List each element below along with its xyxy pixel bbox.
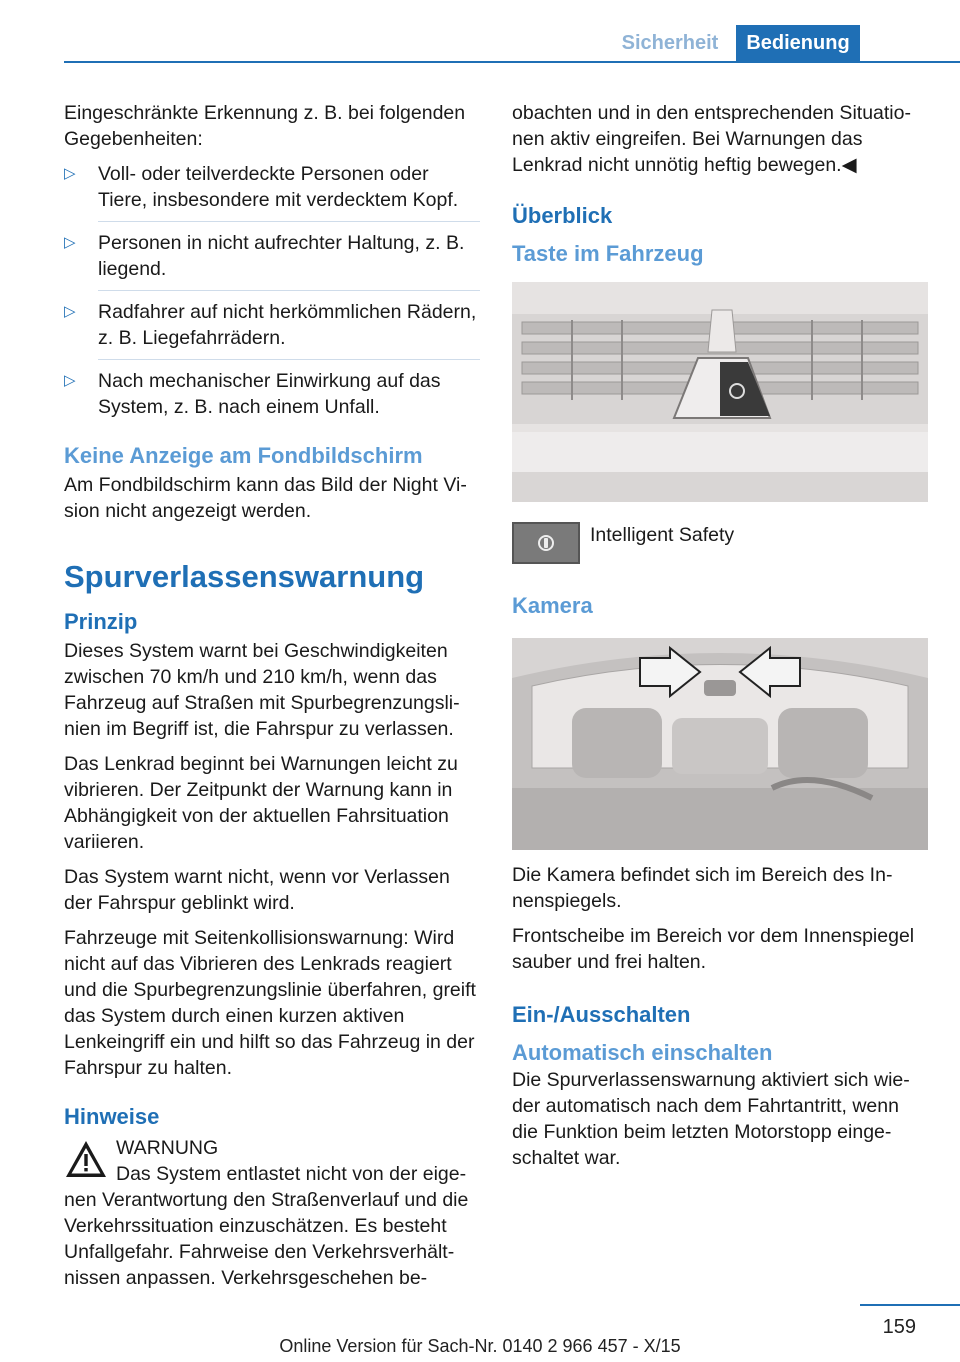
- list-item: [64, 230, 480, 282]
- button-caption: Intelligent Safety: [590, 524, 735, 546]
- warning-label: WARNUNG: [116, 1137, 219, 1159]
- divider: [98, 290, 480, 291]
- list-item: [64, 368, 480, 420]
- section-title: Spurverlassenswarnung: [64, 559, 425, 594]
- warning-text: Das System entlastet nicht von der eigenen Verantwortung den Straßenverlauf und die Verkehrssituation einzuschätzen. Es besteht Unfallgefahr. Fahrweise den Verkehrsverhältnissen anpassen. Verkehrsgeschehen be-: [64, 1163, 469, 1289]
- button-caption-row: [512, 522, 928, 564]
- left-column: [64, 100, 480, 1291]
- principle-paragraph-3: Das System warnt nicht, wenn vor Verlassen der Fahrspur geblinkt wird.: [64, 866, 450, 914]
- heading-notes: Hinweise: [64, 1104, 160, 1129]
- list-item-text: Voll- oder teilverdeckte Personen oder Tiere, insbesondere mit verdecktem Kopf.: [98, 163, 459, 211]
- auto-on-paragraph: Die Spurverlassenswarnung aktiviert sich wieder automatisch nach dem Fahrtantritt, wenn die Funktion beim letzten Motorstopp eingeschaltet war.: [512, 1069, 910, 1169]
- triangle-bullet-icon: ▷: [64, 234, 76, 251]
- no-display-paragraph: Am Fondbildschirm kann das Bild der Night Vision nicht angezeigt werden.: [64, 474, 467, 522]
- intro-paragraph: Eingeschränkte Erkennung z. B. bei folgenden Gegebenheiten:: [64, 102, 466, 150]
- dashboard-button-photo: [512, 282, 928, 502]
- car-interior-illustration: [512, 638, 928, 850]
- list-item-text: Personen in nicht aufrechter Haltung, z. B. liegend.: [98, 232, 465, 280]
- heading-principle: Prinzip: [64, 609, 138, 634]
- dashboard-illustration: [512, 282, 928, 502]
- camera-paragraph-1: Die Kamera befindet sich im Bereich des Innenspiegels.: [512, 864, 893, 912]
- heading-auto-on: Automatisch einschalten: [512, 1040, 773, 1065]
- camera-paragraph-2: Frontscheibe im Bereich vor dem Innenspiegel sauber und frei halten.: [512, 925, 915, 973]
- header-tab-operation[interactable]: Bedienung: [736, 25, 860, 61]
- footer-version-text: Online Version für Sach-Nr. 0140 2 966 457 - X/15: [279, 1336, 681, 1356]
- page-number: 159: [882, 1316, 916, 1338]
- triangle-bullet-icon: ▷: [64, 372, 76, 389]
- heading-overview: Überblick: [512, 203, 613, 228]
- camera-location-photo: [512, 638, 928, 850]
- principle-paragraph-2: Das Lenkrad beginnt bei Warnungen leicht zu vibrieren. Der Zeitpunkt der Warnung kann in Abhängigkeit von der aktuellen Fahrsituation variieren.: [64, 753, 458, 853]
- warning-triangle-icon: [64, 1135, 116, 1183]
- divider: [98, 221, 480, 222]
- list-item-text: Radfahrer auf nicht herkömmlichen Rädern, z. B. Liegefahrrädern.: [98, 301, 477, 349]
- list-item: [64, 161, 480, 213]
- header-rule: [64, 61, 960, 63]
- heading-no-display: Keine Anzeige am Fondbildschirm: [64, 443, 423, 468]
- principle-paragraph-4: Fahrzeuge mit Seitenkollisionswarnung: Wird nicht auf das Vibrieren des Lenkrads reagiert und die Spurbegrenzungslinie überfahren, greift das System durch einen kurzen aktiven Lenkeingriff ein und hilft so das Fahrzeug in der Fahrspur zu halten.: [64, 927, 476, 1079]
- heading-button-in-vehicle: Taste im Fahrzeug: [512, 241, 704, 266]
- intelligent-safety-button-icon: [512, 522, 580, 564]
- warning-continued: obachten und in den entsprechenden Situationen aktiv eingreifen. Bei Warnungen das Lenkrad nicht unnötig heftig bewegen.◀: [512, 102, 911, 176]
- divider: [98, 359, 480, 360]
- header-tab-safety[interactable]: Sicherheit: [604, 25, 736, 61]
- right-column: [512, 100, 928, 1180]
- list-item: [64, 299, 480, 351]
- footer-rule: [860, 1304, 960, 1306]
- triangle-bullet-icon: ▷: [64, 303, 76, 320]
- heading-camera: Kamera: [512, 593, 593, 618]
- list-item-text: Nach mechanischer Einwirkung auf das System, z. B. nach einem Unfall.: [98, 370, 441, 418]
- heading-on-off: Ein-/Ausschalten: [512, 1002, 691, 1027]
- triangle-bullet-icon: ▷: [64, 165, 76, 182]
- principle-paragraph-1: Dieses System warnt bei Geschwindigkeiten zwischen 70 km/h und 210 km/h, wenn das Fahrzeug auf Straßen mit Spurbegrenzungslinien im Begriff ist, die Fahrspur zu verlassen.: [64, 640, 460, 740]
